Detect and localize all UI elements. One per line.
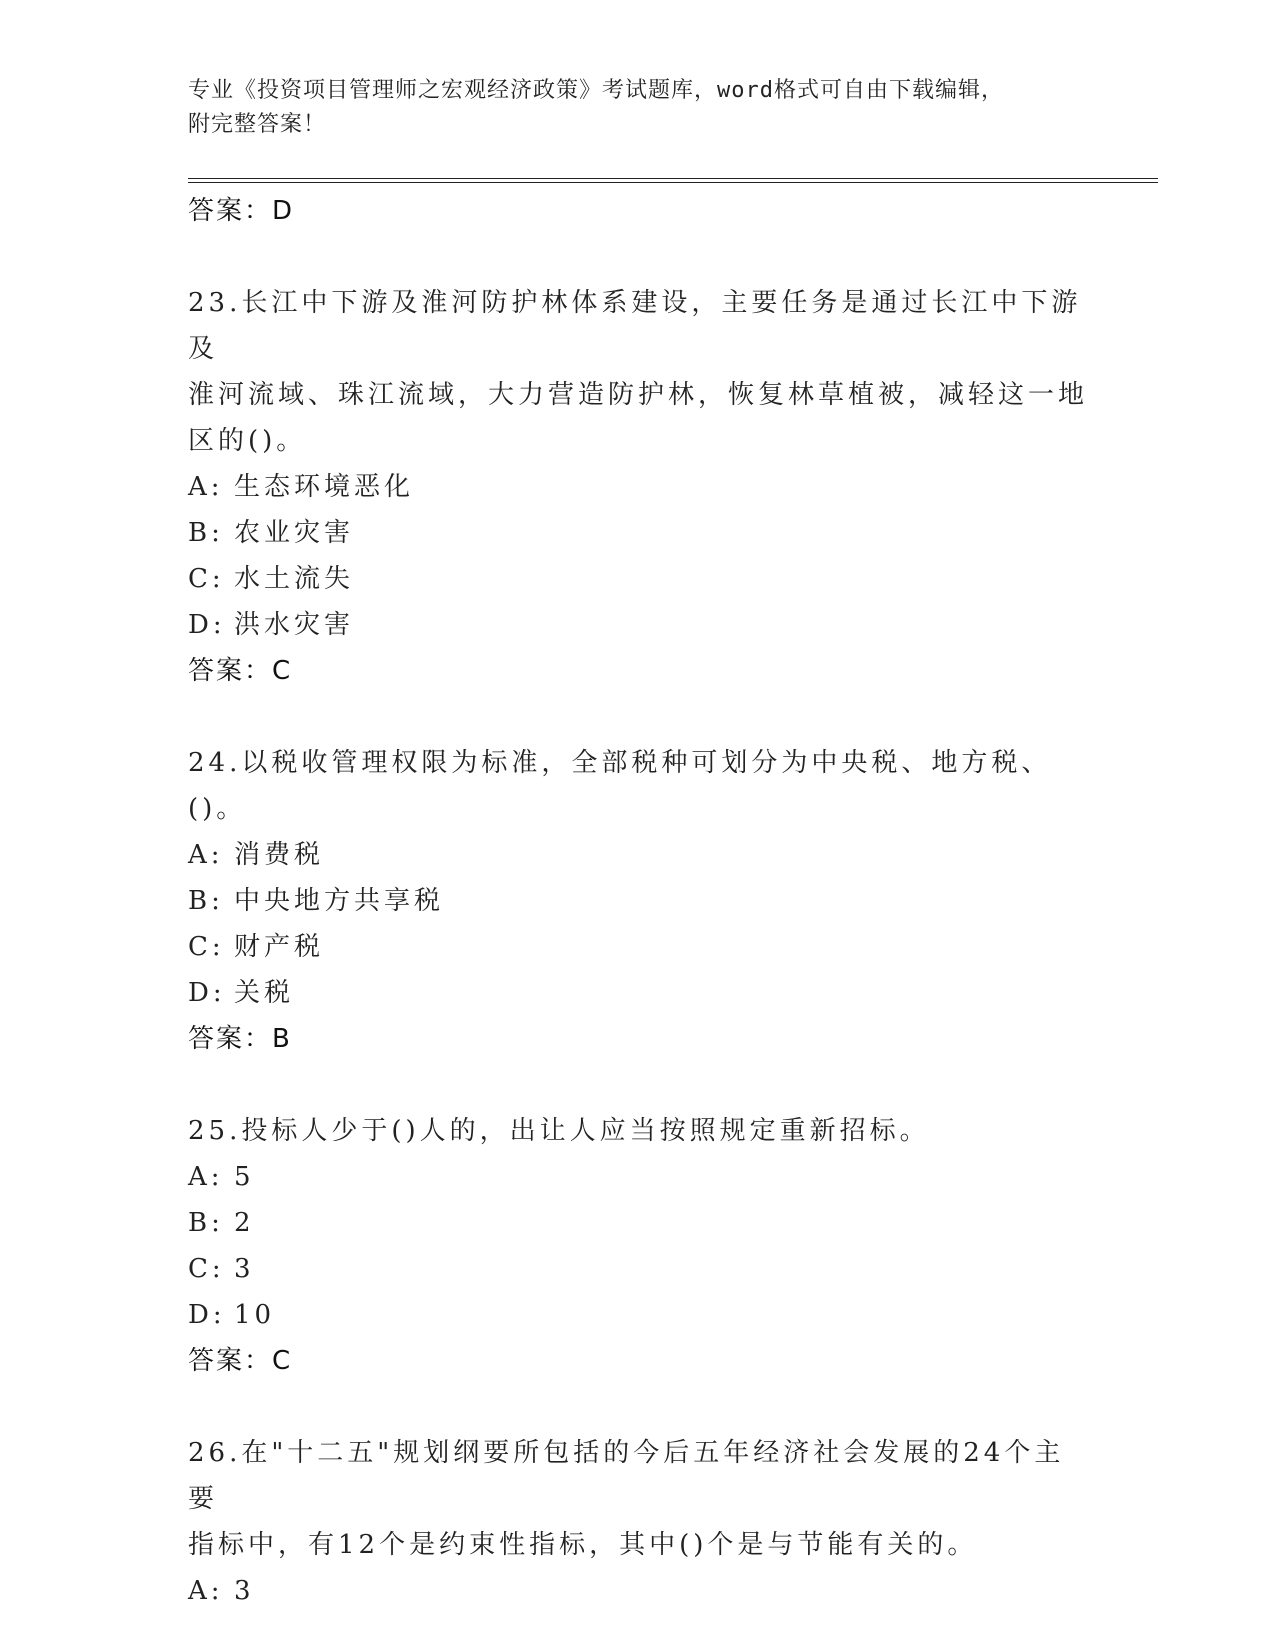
option-key: D:: [188, 610, 226, 640]
question-stem: [188, 1430, 1088, 1568]
answer-option: [188, 1246, 1088, 1292]
option-key: D:: [188, 978, 226, 1008]
option-key: C:: [188, 1254, 225, 1284]
question-stem-line: 26.在"十二五"规划纲要所包括的今后五年经济社会发展的24个主要: [188, 1438, 1065, 1514]
option-text: 3: [234, 1576, 255, 1606]
option-text: 财产税: [234, 932, 325, 962]
page-header: [188, 74, 1068, 142]
answer-option: [188, 602, 1088, 648]
answer-option: [188, 832, 1088, 878]
question-stem: [188, 740, 1088, 832]
option-text: 水土流失: [234, 564, 355, 594]
answer-option: [188, 924, 1088, 970]
question-stem-line: 24.以税收管理权限为标准，全部税种可划分为中央税、地方税、()。: [188, 748, 1052, 824]
answer-option: [188, 1200, 1088, 1246]
header-line-1: 专业《投资项目管理师之宏观经济政策》考试题库，word格式可自由下载编辑，: [188, 78, 1004, 103]
option-key: A:: [188, 472, 224, 502]
option-key: A:: [188, 1576, 224, 1606]
option-text: 生态环境恶化: [234, 472, 415, 502]
answer-option: [188, 1568, 1088, 1614]
option-key: B:: [188, 518, 224, 548]
question-stem-line: 指标中，有12个是约束性指标，其中()个是与节能有关的。: [188, 1530, 978, 1560]
answer-option: [188, 510, 1088, 556]
header-line-2: 附完整答案！: [188, 112, 327, 137]
option-text: 中央地方共享税: [234, 886, 445, 916]
answer-line: 答案：C: [188, 1346, 293, 1376]
answer-line: 答案：B: [188, 1024, 292, 1054]
question-stem: [188, 280, 1088, 464]
answer-option: [188, 878, 1088, 924]
option-key: A:: [188, 1162, 224, 1192]
option-key: A:: [188, 840, 224, 870]
answer-option: [188, 1154, 1088, 1200]
question-stem-line: 23.长江中下游及淮河防护林体系建设，主要任务是通过长江中下游及: [188, 288, 1082, 364]
option-text: 10: [234, 1300, 276, 1330]
question-stem-line: 25.投标人少于()人的，出让人应当按照规定重新招标。: [188, 1116, 930, 1146]
answer-option: [188, 970, 1088, 1016]
answer-option: [188, 464, 1088, 510]
document-body: [188, 188, 1088, 1614]
question-list: [188, 280, 1088, 1614]
question-block: [188, 280, 1088, 694]
question-block: [188, 1108, 1088, 1384]
question-block: [188, 740, 1088, 1062]
option-key: B:: [188, 886, 224, 916]
option-key: B:: [188, 1208, 224, 1238]
option-key: C:: [188, 932, 225, 962]
answer-option: [188, 556, 1088, 602]
question-stem: [188, 1108, 1088, 1154]
option-text: 关税: [234, 978, 295, 1008]
option-text: 3: [234, 1254, 255, 1284]
option-text: 2: [234, 1208, 255, 1238]
answer-line: 答案：D: [188, 196, 295, 226]
option-key: C:: [188, 564, 225, 594]
question-block: [188, 1430, 1088, 1614]
answer-line: 答案：C: [188, 656, 293, 686]
option-text: 5: [234, 1162, 255, 1192]
option-key: D:: [188, 1300, 226, 1330]
option-text: 洪水灾害: [234, 610, 355, 640]
option-text: 消费税: [234, 840, 325, 870]
header-double-rule: [188, 178, 1158, 183]
answer-option: [188, 1292, 1088, 1338]
option-text: 农业灾害: [234, 518, 355, 548]
question-stem-line: 区的()。: [188, 426, 307, 456]
question-stem-line: 淮河流域、珠江流域，大力营造防护林，恢复林草植被，减轻这一地: [188, 380, 1089, 410]
